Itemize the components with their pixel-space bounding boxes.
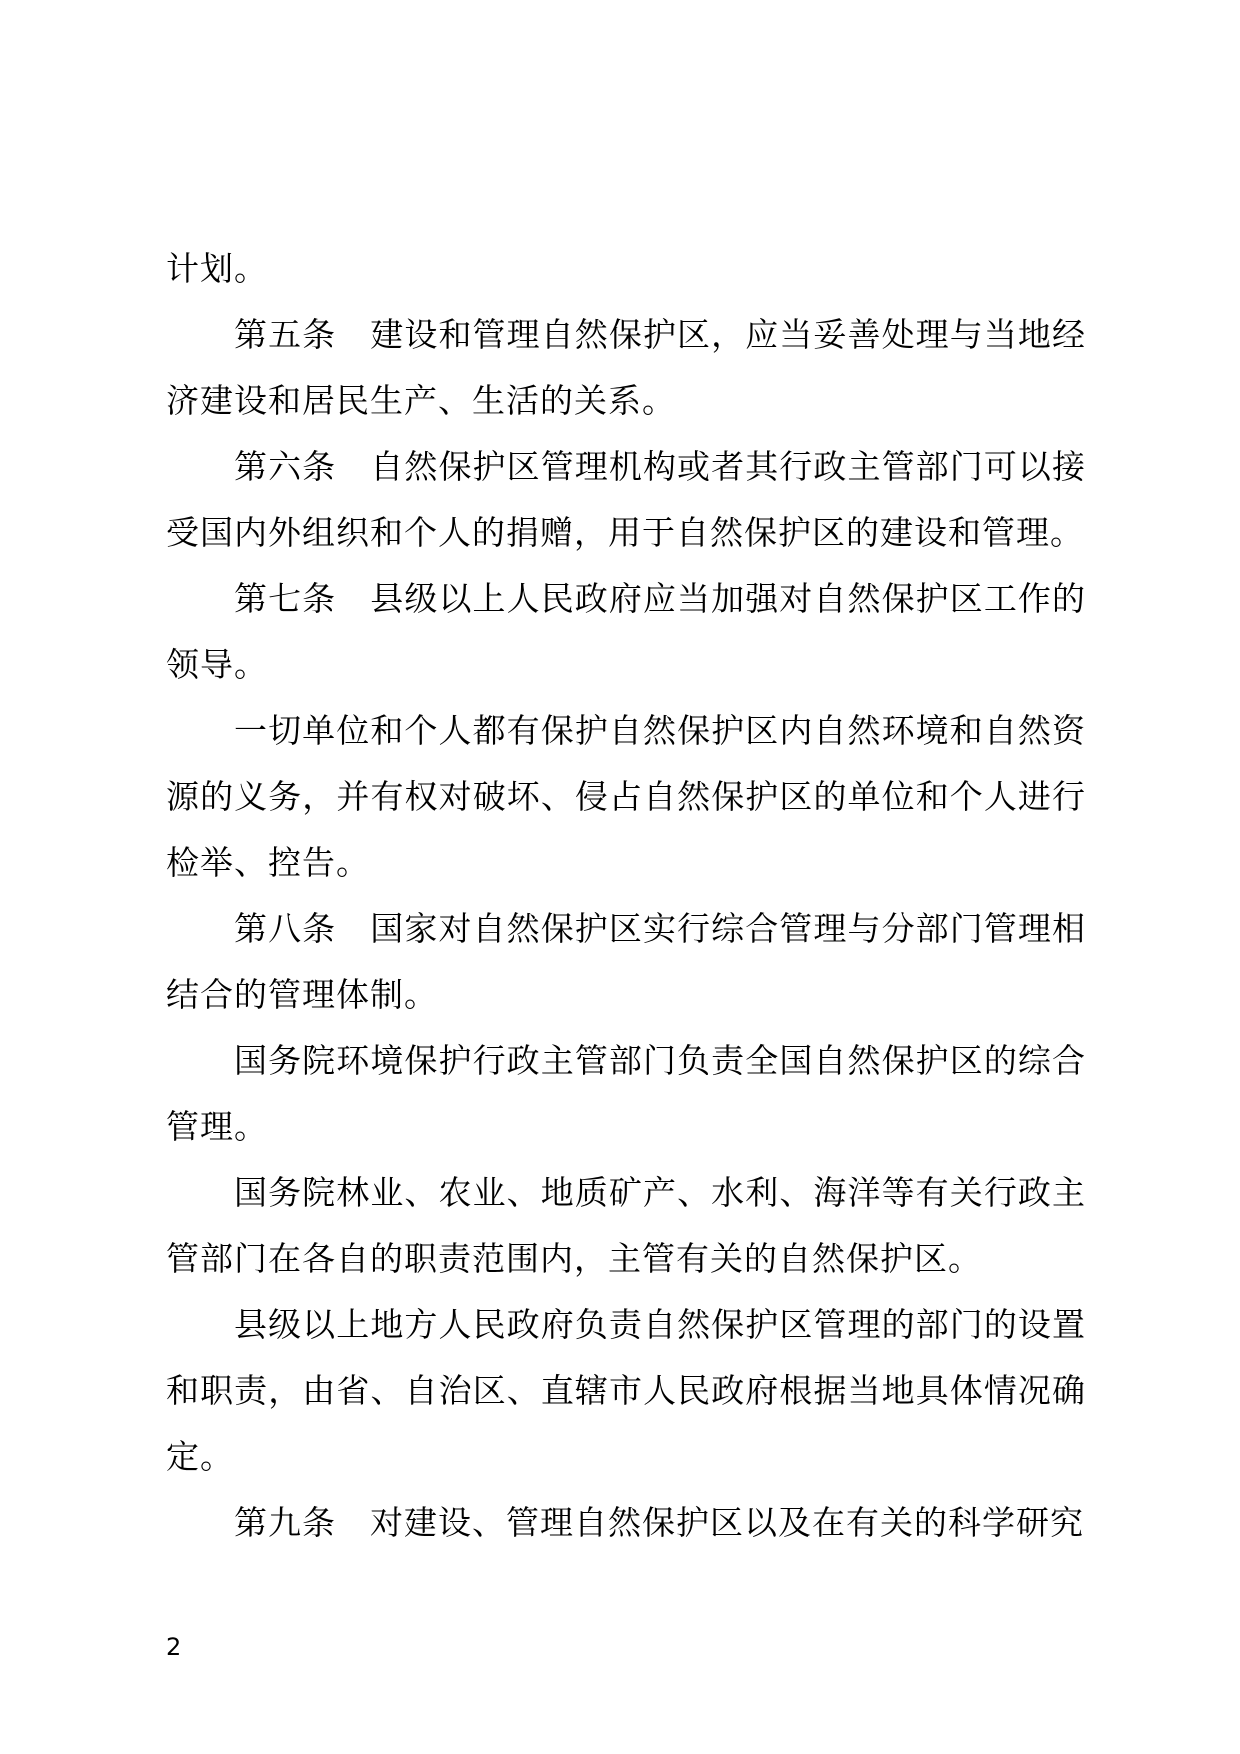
paragraph-text: 建设和管理自然保护区，应当妥善处理与当地经济建设和居民生产、生活的关系。 [166,315,1087,420]
paragraph-text: 县级以上地方人民政府负责自然保护区管理的部门的设置和职责，由省、自治区、直辖市人民政府根据当地具体情况确定。 [166,1305,1086,1476]
paragraph-2 [166,302,1086,434]
paragraph-1 [166,236,1086,302]
article-number: 第八条 [234,909,337,948]
paragraph-4 [166,566,1086,698]
paragraph-8 [166,1160,1086,1292]
article-number: 第九条 [234,1503,336,1542]
paragraph-text: 自然保护区管理机构或者其行政主管部门可以接受国内外组织和个人的捐赠，用于自然保护区的建设和管理。 [166,447,1087,552]
paragraph-10 [166,1490,1086,1556]
paragraph-3 [166,434,1086,566]
article-number: 第七条 [234,579,337,618]
article-number: 第五条 [234,315,337,354]
paragraph-text: 县级以上人民政府应当加强对自然保护区工作的领导。 [166,579,1087,684]
paragraph-text: 国务院林业、农业、地质矿产、水利、海洋等有关行政主管部门在各自的职责范围内，主管有关的自然保护区。 [166,1173,1086,1278]
paragraph-text: 国家对自然保护区实行综合管理与分部门管理相结合的管理体制。 [166,909,1087,1014]
paragraph-6 [166,896,1086,1028]
paragraph-text: 国务院环境保护行政主管部门负责全国自然保护区的综合管理。 [166,1041,1086,1146]
article-number: 第六条 [234,447,337,486]
paragraph-text: 对建设、管理自然保护区以及在有关的科学研究 [370,1503,1084,1542]
paragraph-9 [166,1292,1086,1490]
document-body [166,236,1086,1556]
page-number: 2 [166,1633,182,1661]
paragraph-text: 一切单位和个人都有保护自然保护区内自然环境和自然资源的义务，并有权对破坏、侵占自然保护区的单位和个人进行检举、控告。 [166,711,1086,882]
paragraph-text: 计划。 [166,249,268,288]
paragraph-5 [166,698,1086,896]
paragraph-7 [166,1028,1086,1160]
